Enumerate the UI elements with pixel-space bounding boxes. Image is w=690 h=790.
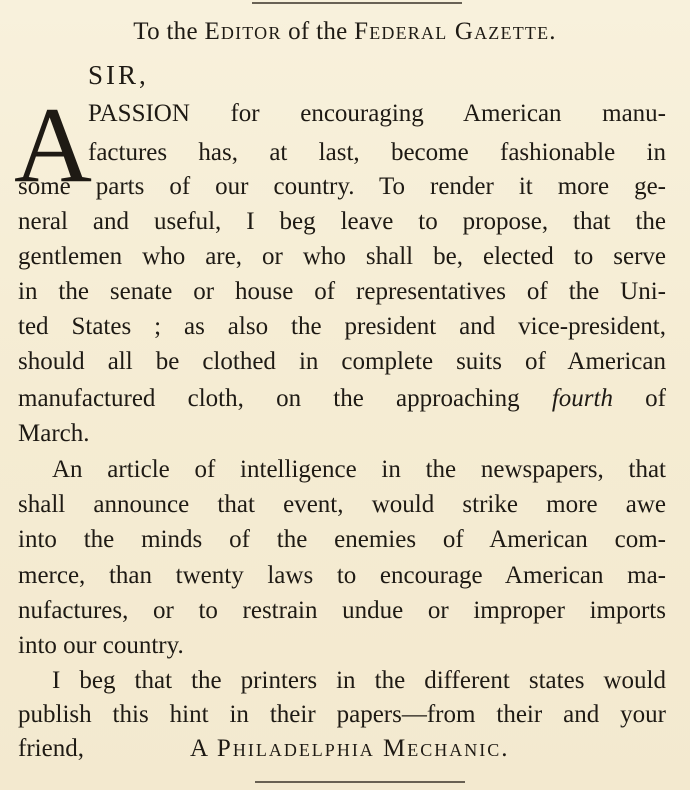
letter-heading [0, 18, 690, 46]
drop-cap: A [14, 86, 92, 205]
paragraph-2-line-1: An article of intelligence in the newspapers, that [52, 456, 666, 483]
paragraph-1-line-7: ted States ; as also the president and vice-president, [18, 313, 666, 340]
paragraph-1-line-2: factures has, at last, become fashionable in [88, 139, 666, 166]
paragraph-2-line-2: shall announce that event, would strike more awe [18, 491, 666, 518]
bottom-rule [255, 781, 465, 783]
italic-fourth: fourth [551, 385, 613, 412]
paragraph-1-line-8: should all be clothed in complete suits of American [18, 348, 666, 375]
salutation: SIR, [88, 60, 149, 90]
line-9-start: manufactured cloth, on the approaching [18, 385, 552, 412]
paragraph-1-line-4: neral and useful, I beg leave to propose, that the [18, 208, 666, 235]
line-9-end: of [612, 385, 666, 412]
paragraph-1-line-3: some parts of our country. To render it more ge- [18, 173, 666, 200]
paragraph-1-line-10: March. [18, 420, 90, 447]
paragraph-2-line-4: merce, than twenty laws to encourage American ma- [18, 562, 666, 589]
paragraph-1-line-5: gentlemen who are, or who shall be, elected to serve [18, 243, 666, 270]
heading-prefix: To the [133, 18, 205, 45]
top-rule [252, 2, 462, 4]
heading-editor: Editor [204, 18, 282, 45]
paragraph-2-line-6: into our country. [18, 632, 184, 659]
signature: A Philadelphia Mechanic. [190, 735, 510, 762]
paragraph-3-line-1: I beg that the printers in the different states would [52, 667, 666, 694]
paragraph-1-line-6: in the senate or house of representatives of the Uni- [18, 278, 666, 305]
paragraph-1-line-9 [18, 384, 666, 414]
paragraph-2-line-3: into the minds of the enemies of American com- [18, 526, 666, 553]
paragraph-3-line-2: publish this hint in their papers—from their and your [18, 701, 666, 728]
heading-middle: of the [281, 18, 355, 45]
paragraph-2-line-5: nufactures, or to restrain undue or improper imports [18, 597, 666, 624]
closing-word: friend, [18, 735, 84, 762]
heading-paper-name: Federal Gazette. [354, 18, 557, 45]
paragraph-1-line-1: PASSION for encouraging American manu- [88, 100, 666, 127]
